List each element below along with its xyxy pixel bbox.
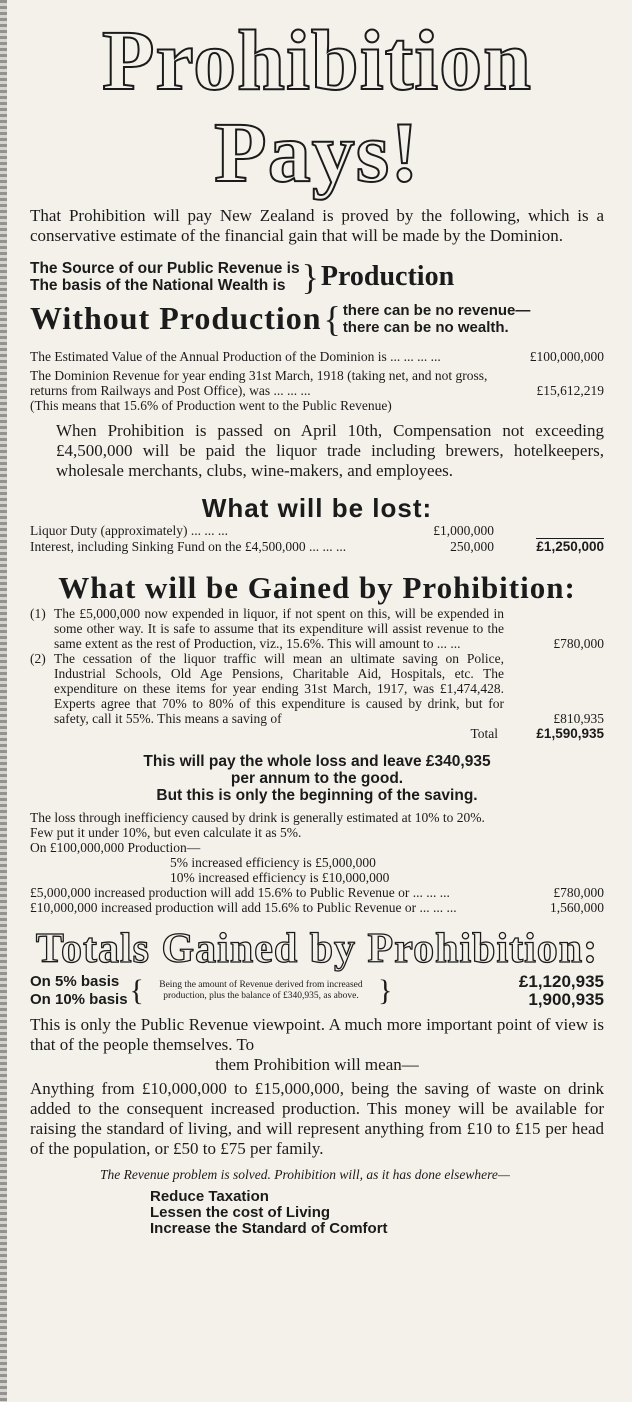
- brace-icon: }: [301, 257, 319, 297]
- gained-total: £1,590,935: [536, 726, 604, 741]
- estimate-row: The Estimated Value of the Annual Production of the Dominion is ... ... ... ... £100,000,000: [30, 349, 604, 364]
- gained-item: (2) The cessation of the liquor traffic will mean an ultimate saving on Police, Industrial Schools, Old Age Pensions, Charitable Aid, Hospitals, etc. The expenditure on these items for year ending 31st March, 1917, was £1,474,428. Experts agree that 70% to 80% of this expenditure is caused by drink, but for safety, call it 55%. This means a saving of £810,935: [30, 651, 604, 726]
- without-production: Without Production: [30, 300, 322, 336]
- efficiency-row: £10,000,000 increased production will add 15.6% to Public Revenue or ... ... ... 1,560,000: [30, 900, 604, 915]
- production-word: Production: [320, 261, 455, 292]
- benefit-item: Lessen the cost of Living: [150, 1204, 331, 1221]
- efficiency-row: £5,000,000 increased production will add 15.6% to Public Revenue or ... ... ... £780,000: [30, 885, 604, 900]
- closing-line: The Revenue problem is solved. Prohibition will, as it has done elsewhere—: [100, 1167, 510, 1182]
- benefit-item: Reduce Taxation: [150, 1188, 269, 1205]
- source-block: [30, 257, 604, 297]
- viewpoint-center: them Prohibition will mean—: [215, 1055, 419, 1074]
- benefits-list: [30, 1189, 604, 1237]
- gained-list: [30, 606, 604, 741]
- basis-10-label: On 10% basis: [30, 991, 128, 1008]
- basis-5-value: £1,120,935: [518, 972, 604, 991]
- estimate-note: (This means that 15.6% of Production went to the Public Revenue): [30, 398, 392, 413]
- estimate-row: The Dominion Revenue for year ending 31st March, 1918 (taking net, and not gross, returns from Railways and Post Office), was ... ... ... £15,612,219: [30, 368, 604, 398]
- lost-total: £1,250,000: [536, 539, 604, 554]
- totals-note: Being the amount of Revenue derived from increased production, plus the balance of £340,935, as above.: [159, 980, 363, 1001]
- gained-item: (1) The £5,000,000 now expended in liquor, if not spent on this, will be expended in some other way. It is safe to assume that its expenditure will assist revenue to the same extent as the rest of Production, viz., 15.6%. This will amount to ... ... £780,000: [30, 606, 604, 651]
- brace-icon: {: [323, 298, 341, 339]
- headline: Prohibition Pays!: [102, 12, 532, 200]
- viewpoint-paragraph: This is only the Public Revenue viewpoint. A much more important point of view is that of the people themselves. To: [30, 1015, 604, 1054]
- benefit-item: Increase the Standard of Comfort: [150, 1220, 388, 1237]
- source-line-2: The basis of the National Wealth is: [30, 277, 286, 294]
- efficiency-block: The loss through inefficiency caused by drink is generally estimated at 10% to 20%. Few put it under 10%, but even calculate it as 5%. On £100,000,000 Production— 5% increased efficiency is £5,000,000 10% increased efficiency is £10,000,000 £5,000,000 increased production will add 15.6% to Public Revenue or ... ... ... £780,000 £10,000,000 increased production will add 15.6% to Public Revenue or ... ... ... 1,560,000: [30, 810, 604, 915]
- pay-block: This will pay the whole loss and leave £340,935 per annum to the good. But this is only the beginning of the saving.: [143, 753, 491, 804]
- without-block: [30, 300, 604, 337]
- article: [30, 0, 604, 1237]
- totals-block: On 5% basis On 10% basis { Being the amount of Revenue derived from increased production, plus the balance of £340,935, as above. } £1,120,935 1,900,935: [30, 972, 604, 1009]
- lost-row: Liquor Duty (approximately) ... ... ... £1,000,000: [30, 523, 494, 538]
- lost-table: [30, 523, 604, 554]
- estimates: [30, 349, 604, 413]
- lost-row: Interest, including Sinking Fund on the £4,500,000 ... ... ... 250,000 £1,250,000: [30, 539, 604, 554]
- basis-5-label: On 5% basis: [30, 973, 120, 990]
- basis-10-value: 1,900,935: [528, 990, 604, 1009]
- saving-paragraph: Anything from £10,000,000 to £15,000,000, being the saving of waste on drink added to the consequent increased production. This money will be available for raising the standard of living, and will represent anything from £10 to £15 per head of the population, or £50 to £75 per family.: [30, 1079, 604, 1158]
- lost-title: What will be lost:: [201, 493, 433, 523]
- without-line-1: there can be no revenue—: [342, 301, 531, 319]
- page-edge: [0, 0, 7, 1402]
- compensation-paragraph: When Prohibition is passed on April 10th, Compensation not exceeding £4,500,000 will be paid the liquor trade including brewers, hotelkeepers, wholesale merchants, clubs, wine-makers, and employees.: [56, 421, 604, 480]
- intro-paragraph: That Prohibition will pay New Zealand is proved by the following, which is a conservative estimate of the financial gain that will be made by the Dominion.: [30, 206, 604, 245]
- gained-title: What will be Gained by Prohibition:: [58, 570, 576, 605]
- gained-total-row: Total £1,590,935: [470, 726, 604, 741]
- totals-title: Totals Gained by Prohibition:: [35, 926, 599, 972]
- source-line-1: The Source of our Public Revenue is: [30, 260, 300, 277]
- without-line-2: there can be no wealth.: [342, 318, 509, 336]
